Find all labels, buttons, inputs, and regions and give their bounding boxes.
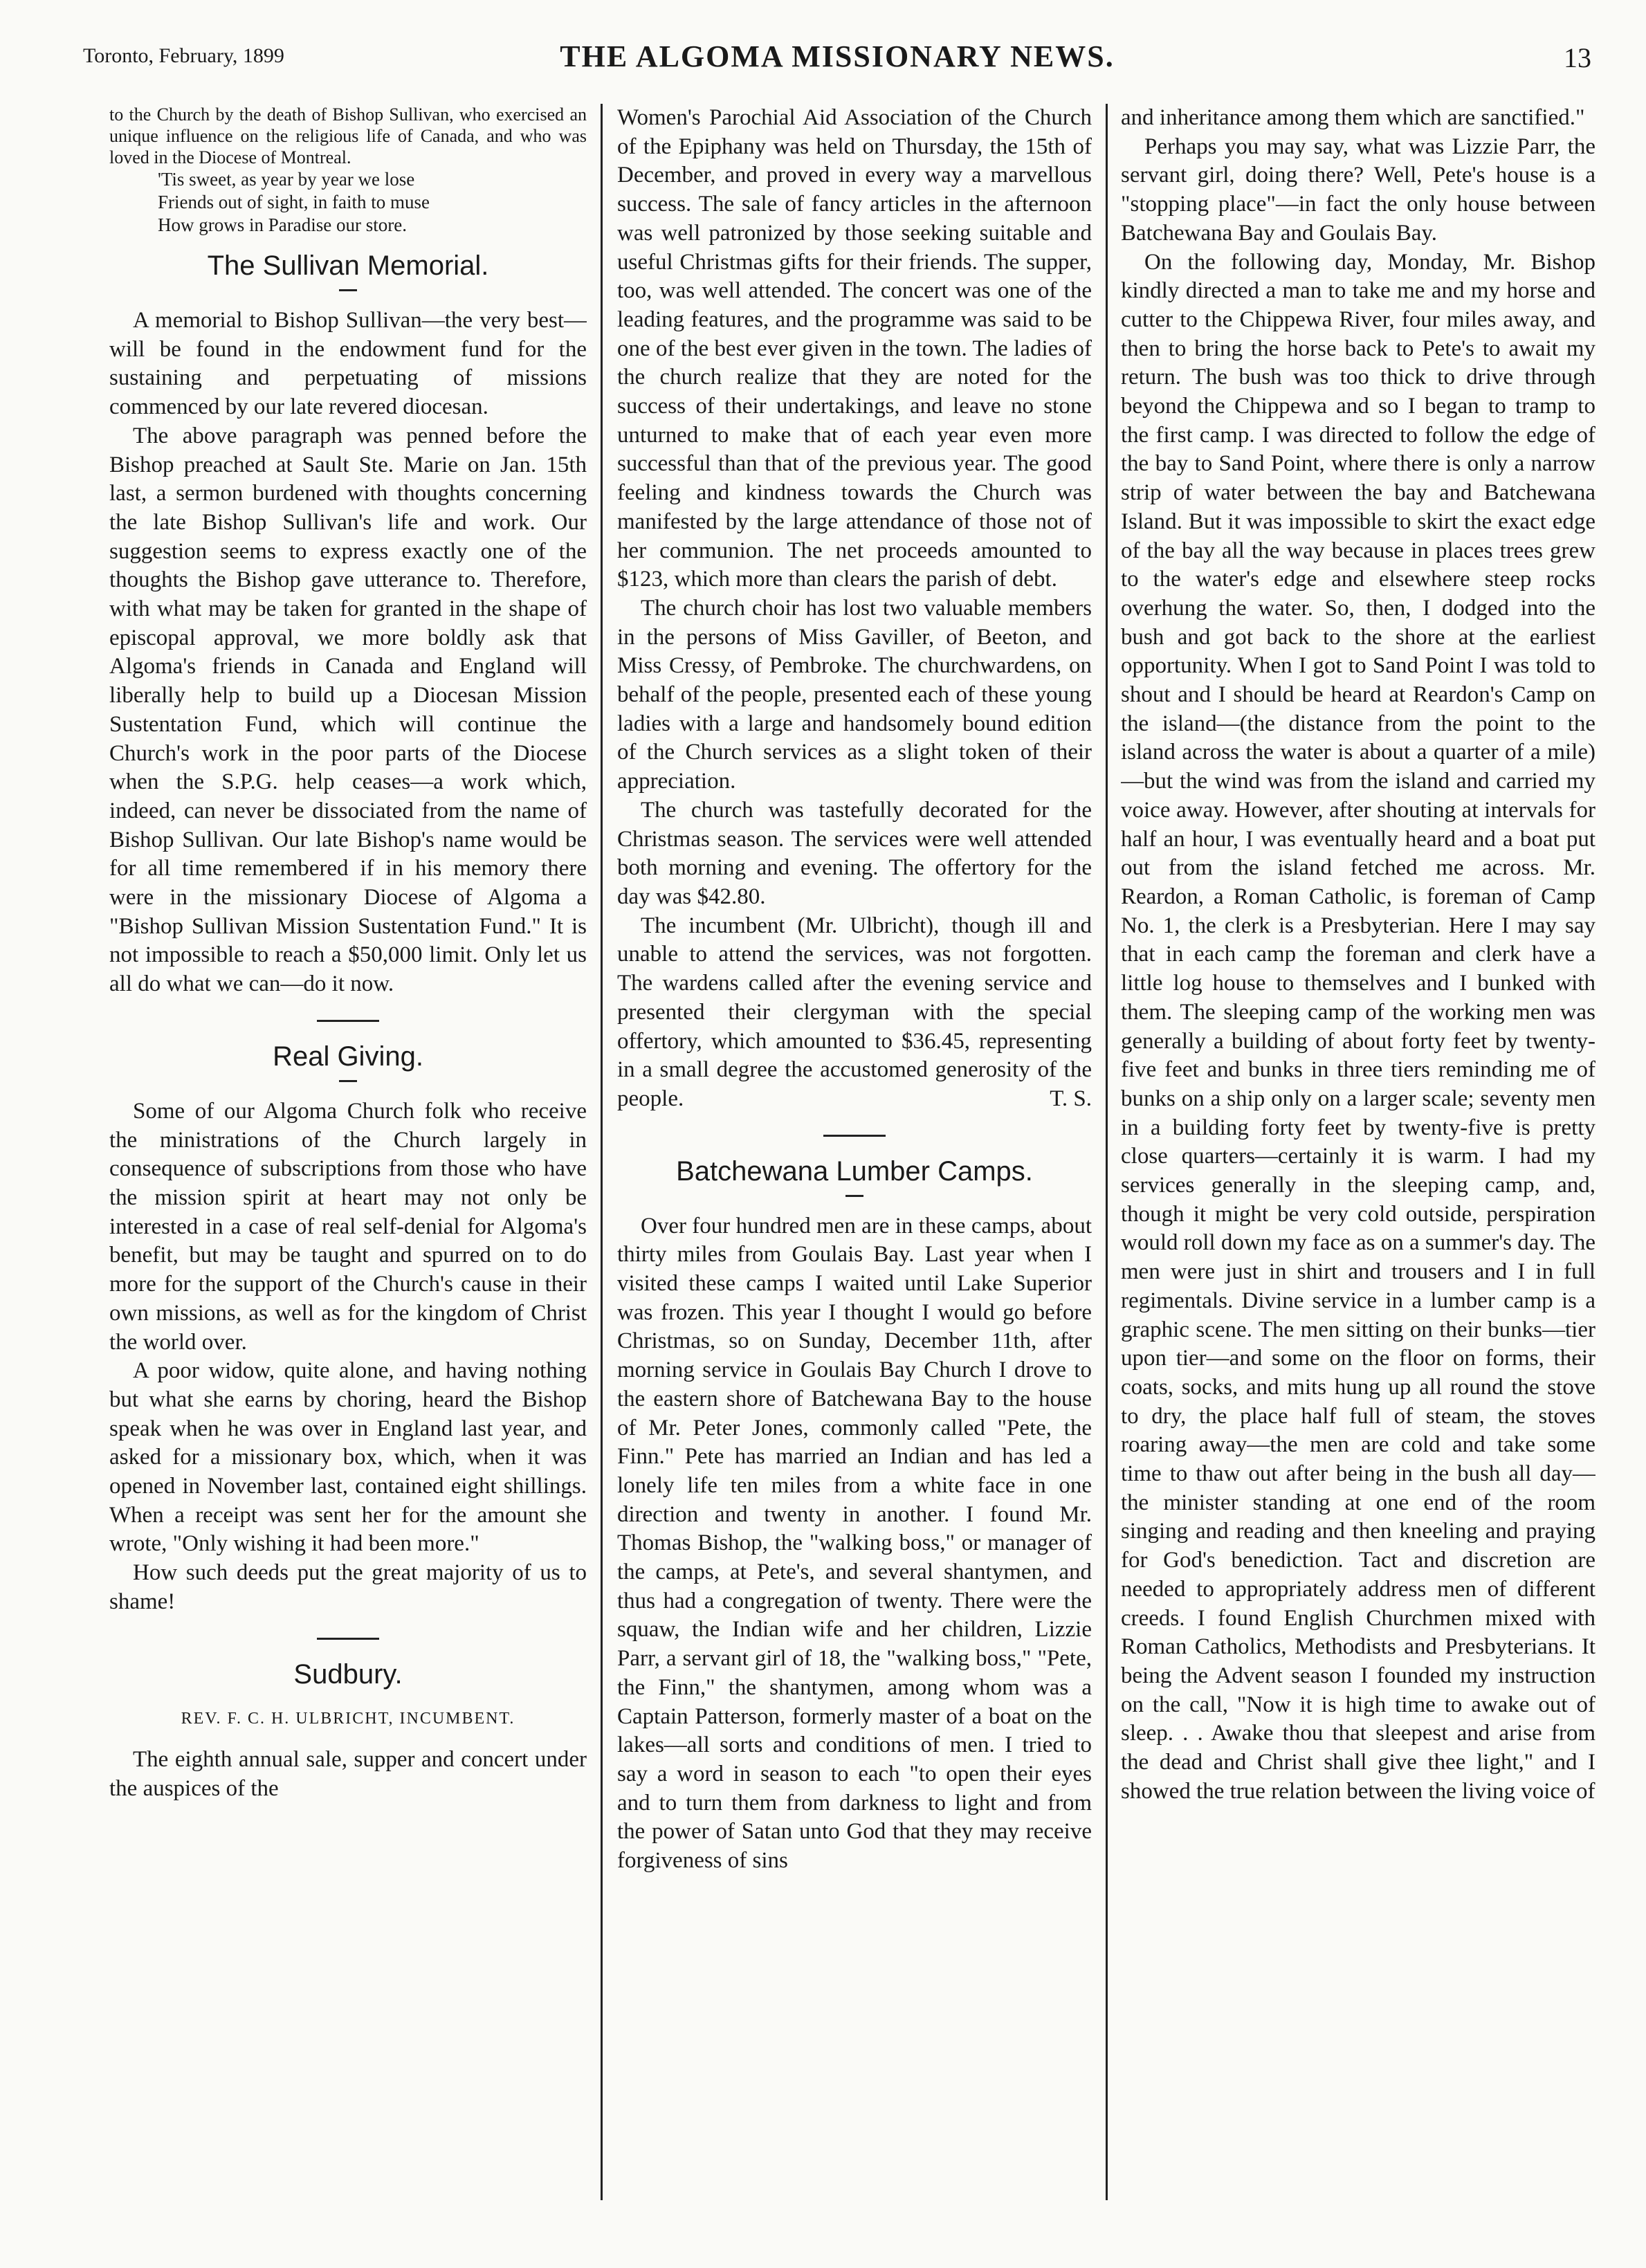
intro-paragraph: to the Church by the death of Bishop Sullivan, who exercised an unique influence on the religious life of Canada, and who was loved in the Diocese of Montreal. (109, 104, 587, 167)
section-separator (823, 1135, 886, 1137)
masthead-title: THE ALGOMA MISSIONARY NEWS. (560, 39, 1115, 73)
sullivan-memorial-heading: The Sullivan Memorial. (207, 250, 489, 281)
incumbent-line: REV. F. C. H. ULBRICHT, INCUMBENT. (181, 1709, 515, 1728)
section-separator (317, 1638, 379, 1640)
heading-dash (339, 1080, 357, 1082)
heading-dash (845, 1195, 863, 1197)
article-paragraph: The eighth annual sale, supper and concert under the auspices of the (109, 1747, 587, 1801)
poem-line: 'Tis sweet, as year by year we lose (158, 169, 415, 190)
poem-line: Friends out of sight, in faith to muse (158, 192, 430, 212)
column-rule-right (1106, 104, 1108, 2200)
section-separator (317, 1020, 379, 1022)
article-paragraph: The above paragraph was penned before the Bishop preached at Sault Ste. Marie on Jan. 15th last, a sermon burdened with thoughts concerning the late Bishop Sullivan's life and work. Our suggestion seems to express exactly one of the thoughts the Bishop gave utterance to. Therefore, with what may be taken for granted in the shape of episcopal approval, we more boldly ask that Algoma's friends in Canada and England will liberally help to build up a Diocesan Mission Sustentation Fund, which will continue the Church's work in the poor parts of the Diocese when the S.P.G. help ceases—a work which, indeed, can never be dissociated from the name of Bishop Sullivan. Our late Bishop's name would be for all time remembered if in his memory there were in the missionary Diocese of Algoma a "Bishop Sullivan Mission Sustentation Fund." It is not impossible to reach a $50,000 limit. Only let us all do what we can—do it now. (109, 423, 587, 997)
column-rule-left (601, 104, 603, 2200)
article-paragraph: Over four hundred men are in these camps, about thirty miles from Goulais Bay. Last year when I visited these camps I waited until Lake Superior was frozen. This year I thought I would go before Christmas, so on Sunday, December 11th, after morning service in Goulais Bay Church I drove to the eastern shore of Batchewana Bay to the house of Mr. Peter Jones, commonly called "Pete, the Finn." Pete has married an Indian and has led a lonely life ten miles from a white face in one direction and twenty in another. I found Mr. Thomas Bishop, the "walking boss," or manager of the camps, at Pete's, and several shantymen, and thus had a congregation of twenty. There were the squaw, the Indian wife and her children, Lizzie Parr, a servant girl of 18, the "walking boss," "Pete, the Finn," the shantymen, among whom was a Captain Patterson, formerly master of a boat on the lakes—all sorts and conditions of men. I tried to say a word in season to each "to open their eyes and to turn them from darkness to light and from the power of Satan unto God that they may receive forgiveness of sins (617, 1213, 1092, 1874)
article-paragraph: The church was tastefully decorated for the Christmas season. The services were well attended both morning and evening. The offertory for the day was $42.80. (617, 797, 1092, 909)
article-paragraph: On the following day, Monday, Mr. Bishop kindly directed a man to take me and my horse and cutter to the Chippewa River, four miles away, and then to bring the horse back to Pete's to await my return. The bush was too thick to drive through beyond the Chippewa and so I began to tramp to the first camp. I was directed to follow the edge of the bay to Sand Point, where there is only a narrow strip of water between the bay and Batchewana Island. But it was impossible to skirt the exact edge of the bay all the way because in places trees grew to the water's edge and elsewhere steep rocks overhung the water. So, then, I dodged into the bush and got back to the shore at the earliest opportunity. When I got to Sand Point I was told to shout and I should be heard at Reardon's Camp on the island—(the distance from the point to the island across the water is about a quarter of a mile)—but the wind was from the island and carried my voice away. However, after shouting at intervals for half an hour, I was eventually heard and a boat put out from the island fetched me across. Mr. Reardon, a Roman Catholic, is foreman of Camp No. 1, the clerk is a Presbyterian. Here I may say that in each camp the foreman and clerk have a little log house to themselves and I bunked with them. The sleeping camp of the working men was generally a building of about forty feet by twenty-five feet and bunks in three tiers reminding me of bunks on a ship only on a larger scale; seventy men in a building forty feet by twenty-five is pretty close quarters—certainly it is warm. I had my services generally in the sleeping camp, and, though it might be very cold outside, perspiration would roll down my face as on a summer's day. The men were just in shirt and trousers and I in full regimentals. Divine service in a lumber camp is a graphic scene. The men sitting on their bunks—tier upon tier—and some on the floor on forms, their coats, socks, and mits hung up all round the stove to dry, the place half full of steam, the stoves roaring away—the men are cold and take some time to thaw out after being in the bush all day—the minister standing at one end of the room singing and reading and then kneeling and praying for God's benediction. Tact and discretion are needed to appropriately address men of different creeds. I found English Churchmen mixed with Roman Catholics, Methodists and Presbyterians. It being the Advent season I founded my instruction on the call, "Now it is high time to awake out of sleep. . . Awake thou that sleepest and arise from the dead and Christ shall give thee light," and I showed the true relation between the living voice of (1121, 249, 1595, 1804)
real-giving-heading: Real Giving. (273, 1041, 423, 1072)
article-paragraph: Some of our Algoma Church folk who receive the ministrations of the Church largely in consequence of subscriptions from those who have the mission spirit at heart may not only be interested in a case of real self-denial for Algoma's benefit, but may be taught and spurred on to do more for the support of the Church's cause in their own missions, as well as for the kingdom of Christ the world over. (109, 1098, 587, 1355)
article-paragraph: How such deeds put the great majority of us to shame! (109, 1560, 587, 1614)
article-paragraph: A poor widow, quite alone, and having nothing but what she earns by choring, heard the Bishop speak when he was over in England last year, and asked for a missionary box, which, when it was opened in November last, contained eight shillings. When a receipt was sent her for the amount she wrote, "Only wishing it had been more." (109, 1358, 587, 1557)
column-3 (1121, 104, 1595, 2200)
sudbury-heading: Sudbury. (293, 1658, 403, 1690)
column-1 (109, 104, 587, 2200)
heading-dash (339, 289, 357, 291)
poem (158, 168, 587, 237)
page-header (83, 36, 1591, 77)
poem-line: How grows in Paradise our store. (158, 214, 407, 235)
article-paragraph (617, 912, 1092, 1114)
article-paragraph: Perhaps you may say, what was Lizzie Parr, the servant girl, doing there? Well, Pete's house is a "stopping place"—in fact the only house between Batchewana Bay and Goulais Bay. (1121, 134, 1595, 246)
article-paragraph: and inheritance among them which are sanctified." (1121, 105, 1585, 130)
article-paragraph: The church choir has lost two valuable members in the persons of Miss Gaviller, of Beeton, and Miss Cressy, of Pembroke. The churchwardens, on behalf of the people, presented each of these young ladies with a large and handsomely bound edition of the Church services as a slight token of their appreciation. (617, 595, 1092, 794)
author-initials: T. S. (1050, 1086, 1092, 1111)
article-paragraph: Women's Parochial Aid Association of the Church of the Epiphany was held on Thursday, the 15th of December, and proved in every way a marvellous success. The sale of fancy articles in the afternoon was well patronized by those seeking suitable and useful Christmas gifts for their friends. The supper, too, was well attended. The concert was one of the leading features, and the programme was said to be one of the best ever given in the town. The ladies of the church realize that they are noted for the success of their undertakings, and leave no stone unturned to make that of each year even more successful than that of the previous year. The good feeling and kindness towards the Church was manifested by the large attendance of those not of her communion. The net proceeds amounted to $123, which more than clears the parish of debt. (617, 105, 1092, 592)
column-2 (617, 104, 1092, 2200)
page-number: 13 (1564, 42, 1591, 73)
batchewana-heading: Batchewana Lumber Camps. (676, 1155, 1033, 1187)
article-paragraph: A memorial to Bishop Sullivan—the very best—will be found in the endowment fund for the sustaining and perpetuating of missions commenced by our late revered diocesan. (109, 308, 587, 420)
paragraph-text: The incumbent (Mr. Ulbricht), though ill and unable to attend the services, was not forgotten. The wardens called after the evening service and presented their clergyman with the special offertory, which amounted to $36.45, representing in a small degree the accustomed generosity of the people. (617, 913, 1092, 1111)
dateline: Toronto, February, 1899 (83, 44, 284, 67)
